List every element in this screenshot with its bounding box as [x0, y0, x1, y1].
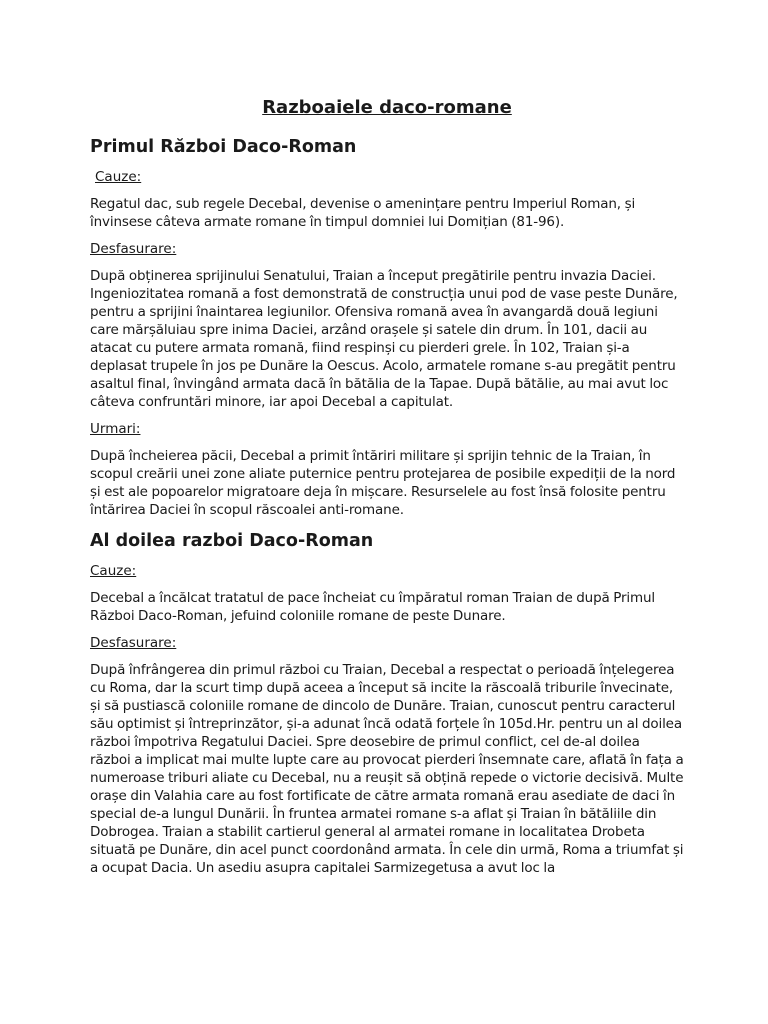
section-1-urmari-label: Urmari: — [90, 421, 141, 437]
section-1-cauze-text: Regatul dac, sub regele Decebal, devenise o amenințare pentru Imperiul Roman, și învinsese câteva armate romane în timpul domniei lui Domițian (81-96). — [90, 196, 636, 230]
section-2-cauze-text: Decebal a încălcat tratatul de pace încheiat cu împăratul roman Traian de după Primul Război Daco-Roman, jefuind coloniile romane de peste Dunare. — [90, 590, 656, 624]
document-page — [90, 94, 684, 886]
section-1-desfasurare-label: Desfasurare: — [90, 241, 177, 257]
document-title: Razboaiele daco-romane — [262, 97, 512, 118]
section-2-cauze-label: Cauze: — [90, 563, 137, 579]
section-1-cauze-label: Cauze: — [95, 169, 142, 185]
section-2-desfasurare-text: După înfrângerea din primul război cu Traian, Decebal a respectat o perioadă înțelegerea cu Roma, dar la scurt timp după aceea a început să incite la răscoală triburile învecinate, și să pustiască coloniile romane de dincolo de Dunăre. Traian, cunoscut pentru caracterul său optimist și întreprinzător, și-a adunat încă odată forțele în 105d.Hr. pentru un al doilea război împotriva Regatului Daciei. Spre deosebire de primul conflict, cel de-al doilea război a implicat mai multe lupte care au provocat pierderi însemnate care, aflată în fața a numeroase triburi aliate cu Decebal, nu a reușit să obțină repede o victorie decisivă. Multe orașe din Valahia care au fost fortificate de către armata romană erau asediate de daci în special de-a lungul Dunării. În fruntea armatei romane s-a aflat și Traian în bătăliile din Dobrogea. Traian a stabilit cartierul general al armatei romane in localitatea Drobeta situată pe Dunăre, din acel punct coordonând armata. În cele din urmă, Roma a triumfat și a ocupat Dacia. Un asediu asupra capitalei Sarmizegetusa a avut loc la — [90, 662, 684, 876]
section-2-heading: Al doilea razboi Daco-Roman — [90, 531, 374, 551]
section-1-urmari-text: După încheierea păcii, Decebal a primit întăriri militare și sprijin tehnic de la Traian, în scopul creării unei zone aliate puternice pentru protejarea de posibile expediții de la nord și est ale popoarelor migratoare deja în mișcare. Resurselele au fost însă folosite pentru întărirea Daciei în scopul răscoalei anti-romane. — [90, 448, 676, 518]
section-2-desfasurare-label: Desfasurare: — [90, 635, 177, 651]
section-1-desfasurare-text: După obținerea sprijinului Senatului, Traian a început pregătirile pentru invazia Daciei. Ingeniozitatea romană a fost demonstrată de construcția unui pod de vase peste Dunăre, pentru a sprijini înaintarea legiunilor. Ofensiva romană avea în avangardă două legiuni care mărșăluiau spre inima Daciei, arzând orașele și satele din drum. În 101, dacii au atacat cu putere armata romană, fiind respinși cu pierderi grele. În 102, Traian și-a deplasat trupele în jos pe Dunăre la Oescus. Acolo, armatele romane s-au pregătit pentru asaltul final, învingând armata dacă în bătălia de la Tapae. După bătălie, au mai avut loc câteva confruntări minore, iar apoi Decebal a capitulat. — [90, 268, 678, 410]
section-1-heading: Primul Război Daco-Roman — [90, 137, 357, 157]
